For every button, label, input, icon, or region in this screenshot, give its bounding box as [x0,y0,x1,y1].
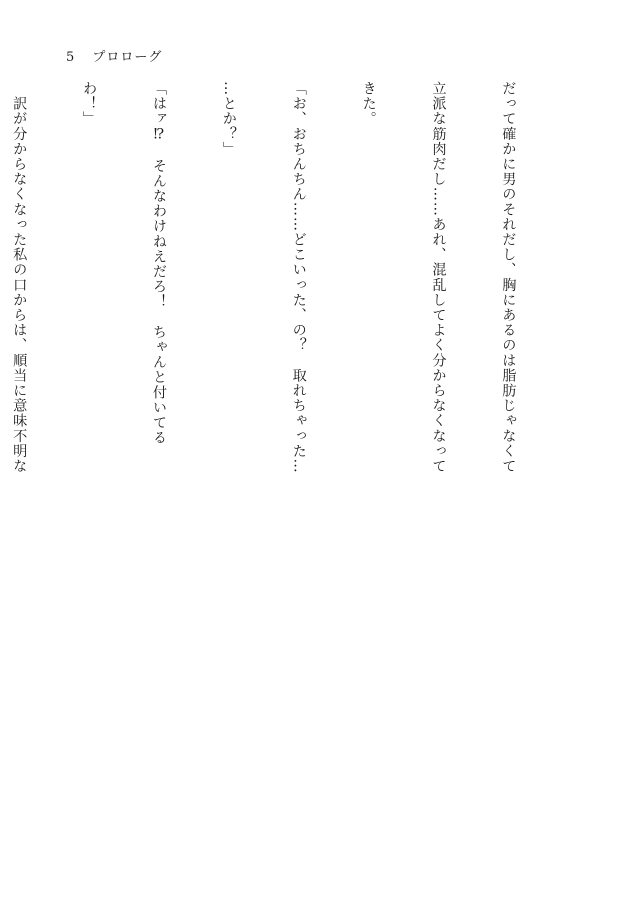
text-line: わ！」 [81,81,98,127]
text-line: 「お、おちんちん……どこいった、の？ 取れちゃった… [290,81,307,474]
chapter-title: プロローグ [92,50,163,65]
page-number: 5 [66,50,76,65]
text-line: 「はァ⁉ そんなわけねえだろ！ ちゃんと付いてる [150,81,167,446]
running-header [66,46,162,65]
text-line: 立派な筋肉だし……あれ、混乱してよく分からなくなって [430,81,447,474]
text-line: きた。 [360,81,377,127]
text-line: だって確かに男のそれだし、胸にあるのは脂肪じゃなくて [500,81,517,474]
vertical-body-text [0,81,566,641]
text-line: 訳が分からなくなった私の口からは、順当に意味不明な [11,81,28,474]
text-line: …とか？」 [220,81,237,157]
